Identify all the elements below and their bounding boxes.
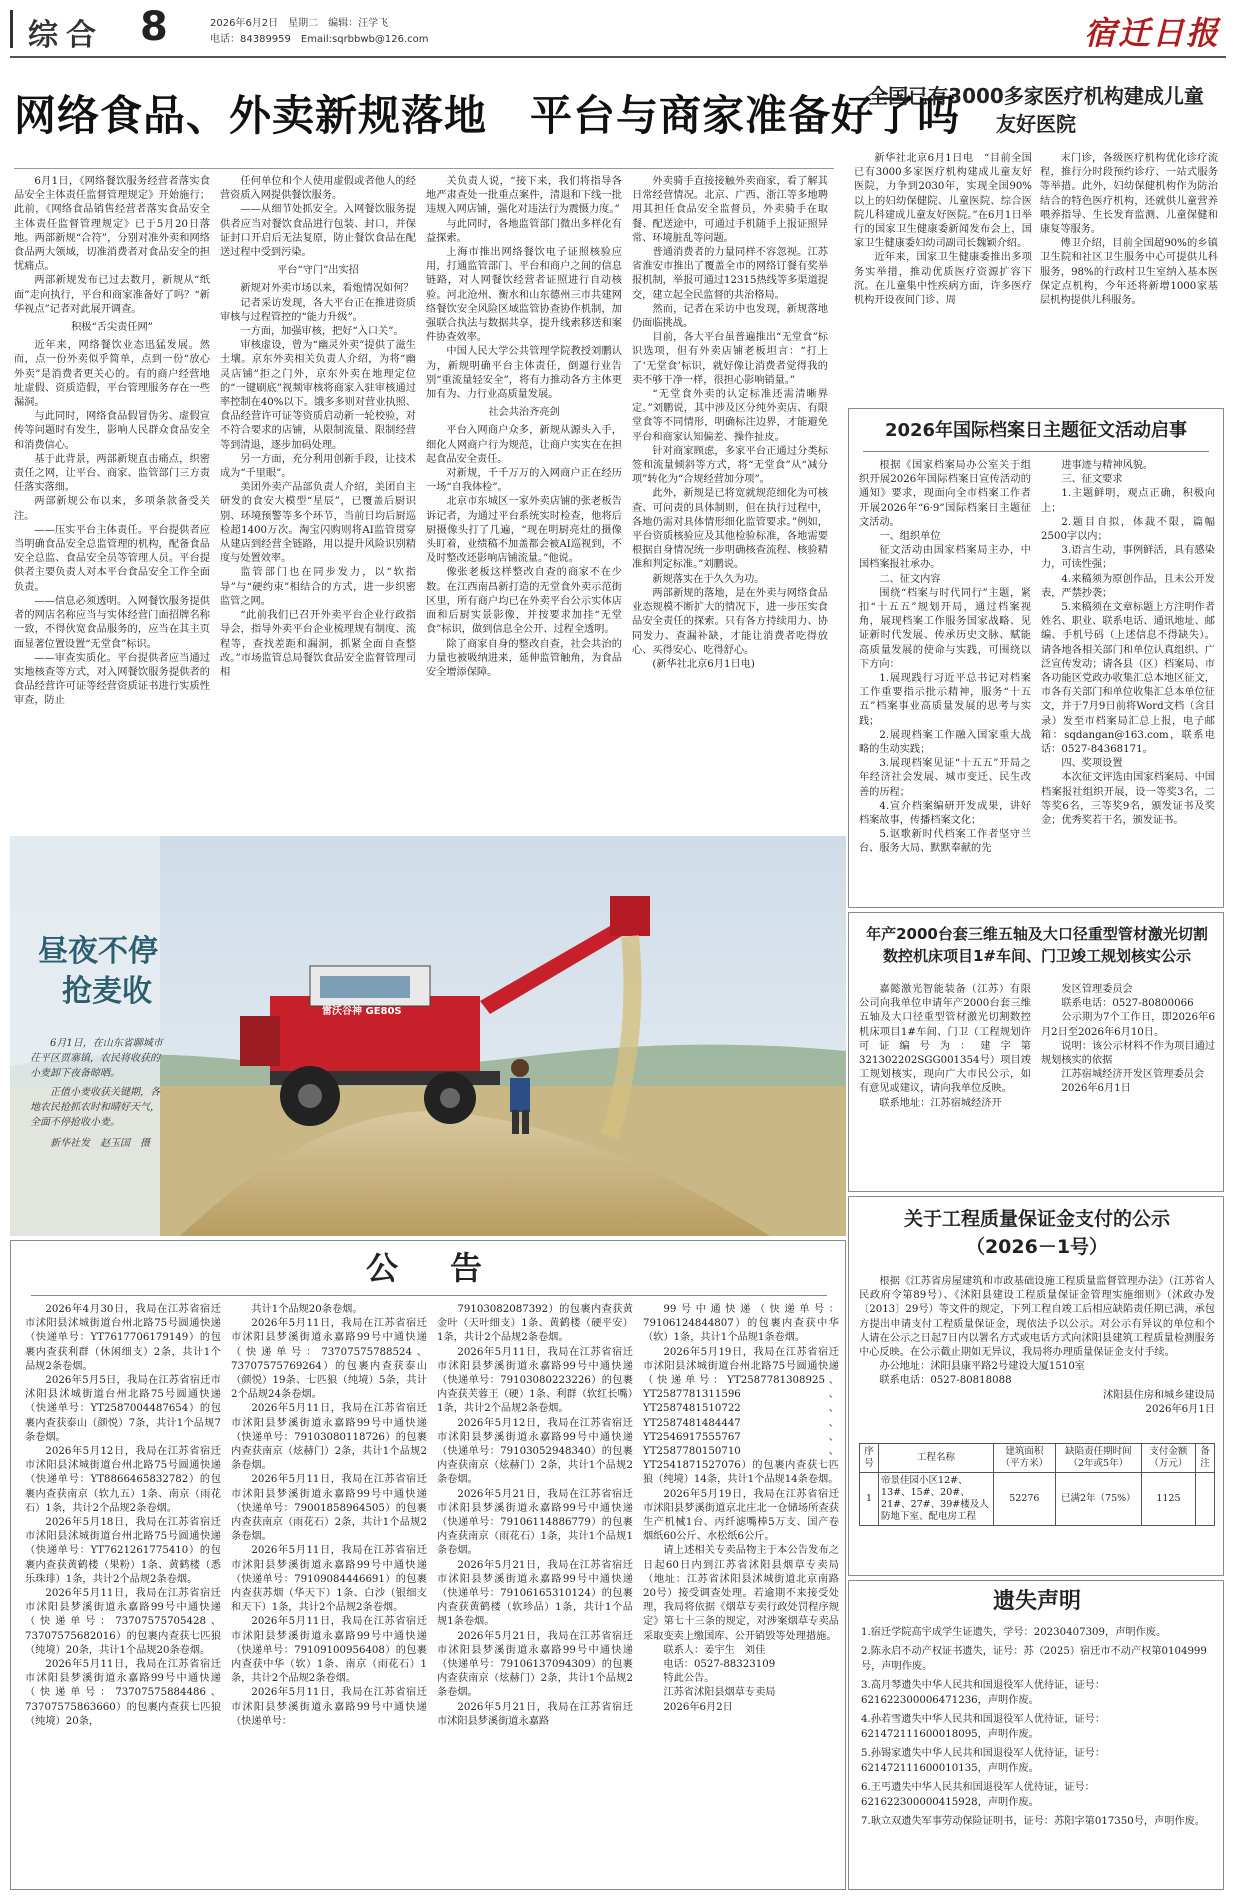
paragraph: 3.语言生动，事例鲜活，具有感染力，可读性强； [1041,545,1215,571]
paragraph: 联系电话：0527-80800066 [1061,998,1194,1010]
paragraph: “此前我们已召开外卖平台企业行政指导会，指导外卖平台企业梳理规有制度、流程等，查找差距和漏洞，抓紧全面自查整改。”市场监管总局餐饮食品安全监督管理司相 [220,610,416,678]
photo-caption-2: 正值小麦收获关键期，各地农民抢抓农时和晴好天气，全面不停抢收小麦。 [30,1087,160,1128]
masthead-logo: 宿迁日报 [1083,14,1220,52]
photo-credit: 新华社发 赵玉国 摄 [50,1138,150,1149]
photo-heading-1: 昼夜不停 [38,934,158,969]
table-cell: 1125 [1141,1473,1195,1526]
header-left-bracket [10,10,16,48]
header-date-line: 2026年6月2日 星期二 编辑：汪学飞 [210,18,389,29]
paragraph: 一方面，加强审核，把好“入口关”。 [240,326,404,338]
paragraph: 另一方面，充分利用创新手段，让技术成为“千里眼”。 [220,453,416,480]
table-header-cell: 备注 [1195,1444,1214,1473]
guarantee-box [848,1196,1224,1576]
paragraph: 发区管理委员会 [1061,984,1133,995]
table-cell: 已满2年（75%） [1055,1473,1141,1526]
paragraph: 联系地址：江苏宿城经济开 [879,1097,1002,1109]
paragraph: ——压实平台主体责任。平台提供者应当明确食品安全总监管理的机构，配备食品安全总监、食品安全员等管理人员。平台提供者主要负责人对本平台食品安全工作全面负责。 [14,524,210,593]
paragraph: 说明：该公示材料不作为项目通过规划核实的依据 [1041,1040,1215,1067]
paragraph: 基于此背景，两部新规直击痛点，织密责任之网，让平台、商家、监管部门三方责任落实落细。 [14,453,210,494]
paragraph: 近年来，国家卫生健康委推出多项务实举措，推动优质医疗资源扩容下沉。在儿童集中性疾病方面，许多医疗机构开设夜间门诊、周 [854,252,1032,307]
paragraph: “无堂食外卖的认定标准还需清晰界定。”刘鹏说，其中涉及区分纯外卖店、有限堂食等不同情形，明确标注边界，才能避免平台和商家认知偏差、操作扯皮。 [632,389,828,443]
paragraph: 共计1个品规20条卷烟。 [251,1304,363,1315]
gonggao-col-4 [643,1303,839,1883]
paragraph: 6月1日，《网络餐饮服务经营者落实食品安全主体责任监督管理规定》开始施行；此前，《网络食品销售经营者落实食品安全主体责任监督管理规定》已于5月20日落地。两部新规“合符”，分别对准外卖和网络食品两大领域，切准消费者对食品安全的担忧痛点。 [14,176,210,273]
paragraph: 像张老板这样整改自查的商家不在少数。在江西南昌新打造的无堂食外卖示范街区里，所有商户均已在外卖平台公示实体店面和后厨实景影像，并按要求加挂“无堂食”标识，做到信息全公开、过程全透明。 [426,567,622,636]
table-row [860,1473,1215,1526]
paragraph: 根据《国家档案局办公室关于组织开展2026年国际档案日宣传活动的通知》要求，现面向全市档案工作者开展2026年“6·9”国际档案日主题征文活动。 [859,460,1031,528]
paragraph: 2026年5月11日，我局在江苏省宿迁市沭阳县梦溪街道永嘉路99号中通快递（快递单号：79109084446691）的包裹内查获苏烟（华天下）1条、白沙（银细支和天下）1条，共计2个品规2条卷烟。 [231,1545,427,1614]
paragraph: 中国人民大学公共管理学院教授刘鹏认为，新规明确平台主体责任，倒逼行业告别“重流量轻安全”，将有力推动各方主体更加有为、力行业高质量发展。 [426,346,622,401]
paragraph: 任何单位和个人使用虚假或者他人的经营资质入网提供餐饮服务。 [220,176,416,202]
paragraph: 外卖骑手直接接触外卖商家，看了解其日常经营情况。北京、广西、浙江等多地聘用其担任食品安全监督员，外卖骑手在取餐、配送途中，可通过手机随手上报证照异常、环境脏乱等问题。 [632,176,828,244]
paragraph: 此外，新规是已将宽就规范细化为可核查、可问责的具体制则，但在执行过程中，各地仍需对具体情形细化监管要求。”例如，平台资质核验应及其他检验标准，各地需要根据自身情况统一步明确核查流程、核验精准和判定标准。”刘鹏说。 [632,488,828,571]
paragraph: 两部新规公布以来，多项条款备受关注。 [14,496,210,522]
table-cell: 1 [860,1473,879,1526]
machine-notice-col-1 [859,983,1031,1183]
photo-caption-1: 6月1日，在山东省聊城市茌平区贾寨镇，农民将收获的小麦卸下夜备晾晒。 [30,1038,163,1079]
paragraph: 2026年5月19日，我局在江苏省宿迁市沭阳县梦溪街道京北庄北一仓储场所查获生产机械1台、丙纤滤嘴棒5万支、国产卷烟纸60公斤、水松纸6公斤。 [643,1488,839,1543]
guarantee-table-wrap [859,1443,1215,1526]
paragraph: 美团外卖产品部负责人介绍，美团自主研发的食安大模型“星辰”，已覆盖后厨识别、环境预警等多个环节，当前日均后厨巡检超1400万次。淘宝闪购则将AI监管贯穿从建店到经营全链路，用以提升风险识别精度与处置效率。 [220,482,416,565]
paragraph: 2026年5月12日，我局在江苏省宿迁市沭阳县沭城街道台州北路75号圆通快递（快递单号：YT8866465832782）的包裹内查获南京（软九五）1条、南京（雨花石）1条，共计2个品规2条卷烟。 [25,1446,221,1514]
paragraph: 联系人：姜宇生 刘佳 [663,1644,766,1656]
paragraph: 近年来，网络餐饮业态迅猛发展。然而，点一份外卖似乎简单，点到一份“放心外卖”是消费者更关心的。有的商户经营地址虚假、资质造假，平台管理服务存在一些漏洞。 [14,340,210,409]
gonggao-col-1 [25,1303,221,1883]
paragraph: 4.来稿须为原创作品，且未公开发表，严禁抄袭； [1041,573,1215,599]
paragraph: 然而，记者在采访中也发现，新规落地仍面临挑战。 [632,303,828,330]
archive-box [848,408,1224,908]
table-cell [1195,1473,1214,1526]
paragraph: 2.展现档案工作融入国家重大战略的生动实践； [859,729,1031,756]
guarantee-title-2: （2026－1号） [965,1236,1109,1258]
paragraph: 征文活动由国家档案局主办，中国档案报社承办。 [859,545,1031,571]
guarantee-sign-1: 沭阳县住房和城乡建设局 [1102,1389,1215,1401]
paragraph: 审核虚设，曾为“幽灵外卖”提供了滋生土壤。京东外卖相关负责人介绍，为将“幽灵店铺”拒之门外，京东外卖在地理定位的“一键刷底”视频审核将商家入驻审核通过率控制在40%以下。饿多多则对营业执照、食品经营许可证等资质启动新一轮校验，对不符合要求的店铺，从限制流量、限制经营等到清退，逐步加码处理。 [220,340,416,451]
gonggao-col-3 [437,1303,633,1883]
table-cell: 52276 [994,1473,1056,1526]
table-header-cell: 建筑面积（平方米） [994,1444,1056,1473]
paragraph: 新规对外卖市场以来，看炮情况如何？ [240,283,414,295]
paragraph: 与此同时，网络食品假冒伪劣、虚假宣传等问题时有发生，影响人民群众食品安全和消费信心。 [14,411,210,451]
paragraph: 平台“守门”出实招 [277,265,359,277]
paragraph: 3.展现档案见证“十五五”开局之年经济社会发展、城市变迁、民生改善的历程； [859,758,1031,798]
photo-caption [30,1036,165,1151]
paragraph: 2026年6月2日 [663,1701,733,1713]
paragraph: 2026年5月21日，我局在江苏省宿迁市沭阳县梦溪街道永嘉路99号中通快递（快递单号：79106114886779）的包裹内查获南京（雨花石）1条，共计1个品规1条卷烟。 [437,1488,633,1557]
paragraph: 2026年5月11日，我局在江苏省宿迁市沭阳县梦溪街道永嘉路99号中通快递（快递单号：73707575884486、73707575863660）的包裹内查获七匹狼（纯境）20条， [25,1659,221,1727]
paragraph: 99号中通快递（快递单号：79106124844807）的包裹内查获中华（软）1条，共计1个品规1条卷烟。 [643,1304,839,1344]
lost-box [848,1580,1224,1890]
paragraph: 2026年5月11日，我局在江苏省宿迁市沭阳县梦溪街道永嘉路99号中通快递（快递单号：79103080118726）的包裹内查获南京（炫赫门）2条，共计1个品规2条卷烟。 [231,1403,427,1472]
lead-column-3 [426,175,622,830]
guarantee-table [859,1443,1215,1526]
paragraph: 请上述相关专卖品物主于本公告发布之日起60日内到江苏省沭阳县烟草专卖局（地址：江苏省沭阳县沭城街道北京南路20号）接受调查处理。若逾期不来接受处理，我局将依据《烟草专卖行政处罚程序规定》第七十三条的规定，对涉案烟草专卖品采取变卖上缴国库、公开销毁等处理措施。 [643,1545,839,1642]
paragraph: 北京市东城区一家外卖店铺的张老板告诉记者，为通过平台系统实时检查，他将后厨摄像头打了几遍，“现在明厨亮灶的摄像头盯着，业绩稿不加盖都会被AI巡视到，不及时整改还影响店铺流量。”他说。 [426,496,622,565]
guarantee-body [859,1275,1215,1417]
page-number: 8 [140,4,168,50]
kids-hospital-col-1 [854,152,1032,402]
gonggao-col-2 [231,1303,427,1883]
table-header-cell: 支付金额（万元） [1141,1444,1195,1473]
paragraph: 积极“舌尖责任网” [71,322,153,334]
list-item: 4.孙若雪遗失中华人民共和国退役军人优待证，证号：621472111600018095，声明作废。 [861,1714,1106,1740]
paragraph: 傅卫介绍，目前全国超90%的乡镇卫生院和社区卫生服务中心可提供儿科服务，98%的行政村卫生室纳入基本医保定点机构，今年还将新增1000家基层机构提供儿科服务。 [1040,238,1218,307]
paragraph: 上海市推出网络餐饮电子证照核验应用，打通监管部门、平台和商户之间的信息链路，对人网餐饮经营者证照进行自动核验。河北沧州、衡水和山东德州三市共建网络餐饮安全风险区域监管协查协作机制，加强联合执法与数据共享，提升线索移送和案件协查效率。 [426,247,622,344]
paragraph: 4.宣介档案编研开发成果，讲好档案故事，传播档案文化； [859,800,1031,827]
paragraph: 2026年4月30日，我局在江苏省宿迁市沭阳县沭城街道台州北路75号圆通快递（快递单号：YT7617706179149）的包裹内查获利群（休闲细支）2条，共计1个品规2条卷烟。 [25,1304,221,1372]
kids-hospital-box [848,70,1224,405]
kids-hospital-col-2 [1040,152,1218,402]
machine-notice-title: 年产2000台套三维五轴及大口径重型管材激光切割数控机床项目1#车间、门卫竣工规划核实公示 [866,925,1208,965]
paragraph: 二、征文内容 [879,573,941,585]
paragraph: 2026年5月11日，我局在江苏省宿迁市沭阳县梦溪街道永嘉路99号中通快递（快递单号：73707575788524、73707575769264）的包裹内查获泰山（颜悦）19条、七匹狼（纯境）5条，共计2个品规24条卷烟。 [231,1318,427,1401]
guarantee-text: 根据《江苏省房屋建筑和市政基础设施工程质量监督管理办法》（江苏省人民政府令第89号）、《沭阳县建设工程质量保证金管理实施细则》（沭政办发〔2013〕29号）等文件的规定，下列工程自竣工后相应缺陷责任期已满，承包方提出申请支付工程质量保证金，现依法予以公示。对公示有异议的单位和个人请在公示之日起7日内以署名方式或电话方式向沭阳县建筑工程质量检测服务中心反映。在公示截止期如无异议，我局将办理质量保证金支付手续。 [859,1276,1215,1359]
list-item: 1.宿迁学院高宇成学生证遗失，学号：20230407309，声明作废。 [861,1627,1167,1638]
lost-title: 遗失声明 [992,1589,1081,1614]
paragraph: 2026年5月5日，我局在江苏省宿迁市沭阳县沭城街道台州北路75号圆通快递（快递单号：YT2587004487654）的包裹内查获泰山（颜悦）7条，共计1个品规7条卷烟。 [25,1375,221,1443]
paragraph: 2026年5月21日，我局在江苏省宿迁市沭阳县梦溪街道永嘉路99号中通快递（快递单号：79106137094309）的包裹内查获南京（炫赫门）2条，共计1个品规2条卷烟。 [437,1630,633,1699]
headline-rule [14,168,834,169]
paragraph: 2.题目自拟，体裁不限，篇幅2500字以内； [1041,516,1215,543]
paragraph: 四、奖项设置 [1061,758,1123,770]
paragraph: ——从细节处抓安全。入网餐饮服务提供者应当对餐饮食品进行包装、封口，并保证封口开启后无法复原，防止餐饮食品在配送过程中受到污染。 [220,204,416,259]
paragraph: (新华社北京6月1日电) [652,658,755,670]
paragraph: 79103082087392）的包裹内查获黄金叶（天叶细支）1条、黄鹤楼（硬平安）1条，共计2个品规2条卷烟。 [437,1304,633,1344]
paragraph: 江苏宿城经济开发区管理委员会 [1061,1069,1205,1081]
archive-title-rule [863,451,1209,452]
gonggao-title-rule [31,1295,827,1296]
paragraph: 三、征文要求 [1061,474,1123,486]
paragraph: 江苏省沭阳县烟草专卖局 [663,1687,776,1699]
paragraph: 普通消费者的力量同样不容忽视。江苏省淮安市推出了覆盖全市的网络订餐有奖举报机制，举报可通过12315热线等多渠道提交，建立起全民监督的共治格局。 [632,247,828,301]
paragraph: 两部新规发布已过去数月，新规从“纸面”走向执行，平台和商家准备好了吗？“新华视点”记者对此展开调查。 [14,275,210,315]
lost-items [861,1625,1213,1833]
section-name: 综合 [28,18,104,53]
paragraph: 5.来稿须在文章标题上方注明作者姓名、职业、联系电话、通讯地址、邮编、手机号码（上述信息不得缺失）。请各地各相关部门和单位认真组织、广泛宣传发动；请各县（区）档案局、市各功能区党政办收集汇总本地区征文，市各有关部门和单位收集汇总本单位征文，并于7月9日前将Word文档（含目录）发至市档案局汇总上报，电子邮箱：sqdangan@163.com，联系电话：0527-84368171。 [1041,602,1215,756]
archive-col-2 [1041,459,1215,903]
gonggao-title: 公 告 [365,1249,492,1287]
photo-combine-label: 雷沃谷神 GE80S [322,1006,402,1017]
paragraph: 1.主题鲜明，观点正确，积极向上； [1041,488,1215,514]
paragraph: 2026年5月12日，我局在江苏省宿迁市沭阳县梦溪街道永嘉路99号中通快递（快递单号：79103052948340）的包裹内查获南京（炫赫门）2条，共计1个品规2条卷烟。 [437,1417,633,1486]
paragraph: 与此同时，各地监管部门微出多样化有益探索。 [426,218,622,244]
lead-headline: 网络食品、外卖新规落地 平台与商家准备好了吗 [14,91,961,140]
paragraph: 社会共治齐亮剑 [488,407,560,419]
paragraph: 新规落实在于久久为功。 [652,573,765,585]
gonggao-box [10,1240,846,1890]
table-cell: 帝景佳园小区12#、13#、15#、20#、21#、27#、39#楼及人防地下室、配电房工程 [879,1473,994,1526]
paragraph: 2026年5月18日，我局在江苏省宿迁市沭阳县沭城街道台州北路75号圆通快递（快递单号：YT7621261775410）的包裹内查获黄鹤楼（果粉）1条、黄鹤楼（悉乐珠琲）1条，共计2个品规2条卷烟。 [25,1517,221,1585]
paragraph: 围绕“档案与时代同行”主题，紧扣“十五五”规划开局，通过档案视角，展现档案工作服务国家战略、见证新时代发展、传承历史文脉、赋能高质量发展的使命与实践，可围绕以下方向： [859,587,1031,670]
paragraph: 2026年5月11日，我局在江苏省宿迁市沭阳县梦溪街道永嘉路99号中通快递（快递单号： [231,1687,427,1727]
paragraph: 2026年5月11日，我局在江苏省宿迁市沭阳县梦溪街道永嘉路99号中通快递（快递单号：79103080223226）的包裹内查获芙蓉王（硬）1条、利群（软红长嘴）1条，共计2个品规2条卷烟。 [437,1346,633,1415]
paragraph: 关负责人说，“接下来，我们将指导各地严肃查处一批重点案件，清退和下线一批违规入网店铺，强化对违法行为震慑力度。” [426,176,622,216]
guarantee-table-header [860,1444,1215,1473]
paragraph: 目前，各大平台虽普遍推出“无堂食”标识选项，但有外卖店铺老板坦言：“打上了‘无堂食’标识，就好像让消费者觉得我的卖不够干净一样，很担心影响销量。” [632,332,828,386]
photo-story [10,836,846,1236]
paragraph: 嘉懿激光智能装备（江苏）有限公司向我单位申请年产2000台套三维五轴及大口径重型管材激光切割数控机床项目1#车间、门卫（工程规划许可证编号为：建字第321302202SGG001354号）项目竣工规划核实，现向广大市民公示，如有意见或建议，请向我单位反映。 [859,984,1031,1095]
archive-title: 2026年国际档案日主题征文活动启事 [884,420,1188,441]
paragraph: 监管部门也在同步发力，以“软指导”与“硬约束”相结合的方式，进一步织密监管之网。 [220,567,416,607]
lead-column-2 [220,175,416,830]
table-header-cell: 缺陷责任期时间（2年或5年） [1055,1444,1141,1473]
paragraph: 记者采访发现，各大平台正在推进资质审核与过程管控的“能力升级”。 [220,297,416,323]
guarantee-phone: 联系电话：0527-80818088 [879,1375,1012,1387]
guarantee-sign-2: 2026年6月1日 [1145,1403,1215,1415]
paragraph: 2026年5月11日，我局在江苏省宿迁市沭阳县梦溪街道永嘉路99号中通快递（快递单号：73707575705428、73707575682016）的包裹内查获七匹狼（纯境）20条，共计1个品规20条卷烟。 [25,1588,221,1656]
machine-notice-col-2 [1041,983,1215,1183]
list-item: 6.王丐遗失中华人民共和国退役军人优待证，证号：621622300000415928，声明作废。 [861,1782,1095,1808]
paragraph: ——信息必须透明。入网餐饮服务提供者的网店名称应当与实体经营门面招牌名称一致，不得伙宽食品服务的，应当在其主页面显著位置设置“无堂食”标识。 [14,595,210,650]
machine-notice-box [848,912,1224,1192]
photo-heading-2: 抢麦收 [62,974,152,1009]
paragraph: 进事迹与精神风貌。 [1061,460,1154,471]
guarantee-office: 办公地址：沭阳县康平路2号建设大厦1510室 [879,1361,1085,1373]
list-item: 5.孙锡家遗失中华人民共和国退役军人优待证，证号：621472111600010135，声明作废。 [861,1748,1106,1774]
paragraph: 2026年5月21日，我局在江苏省宿迁市沭阳县梦溪街道永嘉路99号中通快递（快递单号：79106165310124）的包裹内查获黄鹤楼（软珍品）1条，共计1个品规1条卷烟。 [437,1559,633,1628]
list-item: 7.耿立双遗失军事劳动保险证明书，证号：苏阳字第017350号，声明作废。 [861,1816,1206,1827]
paragraph: 新华社北京6月1日电 “目前全国已有3000多家医疗机构建成儿童友好医院，力争到2030年，实现全国90%以上的妇幼保健院、儿童医院、综合医院儿科建成儿童友好医院。”在6月1日举行的国家卫生健康委新闻发布会上，国家卫生健康委妇幼司副司长魏颖介绍。 [854,153,1032,250]
header-contact-line: 电话：84389959 Email:sqrbbwb@126.com [210,34,429,45]
lead-column-1 [14,175,210,830]
paragraph: ——审查实质化。平台提供者应当通过实地核查等方式，对入网餐饮服务提供者的食品经营许可证等经营资质证书进行实质性审查，防止 [14,652,210,707]
paragraph: 除了商家自身的整改自查，社会共治的力量也被吸纳进来，延伸监管触角，为食品安全增添保障。 [426,638,622,678]
paragraph: 公示期为7个工作日，即2026年6月2日至2026年6月10日。 [1041,1012,1215,1038]
paragraph: 2026年5月21日，我局在江苏省宿迁市沭阳县梦溪街道永嘉路 [437,1701,633,1727]
list-item: 2.陈永启不动产权证书遗失，证号：苏（2025）宿迁市不动产权第0104999号，声明作废。 [861,1646,1207,1672]
paragraph: 一、组织单位 [879,531,941,543]
guarantee-title [855,1205,1219,1261]
guarantee-title-1: 关于工程质量保证金支付的公示 [903,1208,1170,1230]
paragraph: 2026年5月19日，我局在江苏省宿迁市沭阳县沭城街道台州北路75号圆通快递（快递单号：YT2587781308925、YT2587781311596、YT2587481510722、YT2587481484447、YT2546917555767、YT2587780150710、YT2541871527076）的包裹内查获七匹狼（纯境）14条，共计1个品规14条卷烟。 [643,1346,839,1486]
list-item: 3.高月琴遗失中华人民共和国退役军人优待证，证号：621622300006471236，声明作废。 [861,1680,1106,1706]
kids-hospital-title: 全国已有3000多家医疗机构建成儿童友好医院 [868,84,1204,136]
paragraph: 针对商家顾虑，多家平台正通过分类标签和流量倾斜等方式，将“无堂食”从“减分项”转化为“合规经营加分项”。 [632,445,828,486]
paragraph: 平台入网商户众多，新规从源头入手，细化人网商户行为规范，让商户实实在在担起食品安全责任。 [426,425,622,465]
paragraph: 5.讴歌新时代档案工作者坚守兰台、服务大局、默默奉献的先 [859,829,1031,855]
paragraph: 两部新规的落地，是在外卖与网络食品业态规模不断扩大的情况下，进一步压实食品安全责任的探索。只有各方持续用力、协同发力、查漏补缺，才能让消费者吃得放心、买得安心、吃得舒心。 [632,587,828,656]
paragraph: 本次征文评选由国家档案局、中国档案报社组织开展，设一等奖3名，二等奖6名，三等奖9名，颁发证书及奖金；优秀奖若干名，颁发证书。 [1041,772,1215,827]
paragraph: 电话：0527-88323109 [663,1659,776,1671]
lead-column-4 [632,175,828,830]
archive-col-1 [859,459,1031,903]
page-header [10,4,1226,53]
paragraph: 2026年5月11日，我局在江苏省宿迁市沭阳县梦溪街道永嘉路99号中通快递（快递单号：79001858964505）的包裹内查获南京（雨花石）2条，共计1个品规2条卷烟。 [231,1474,427,1543]
table-header-cell: 工程名称 [879,1444,994,1473]
paragraph: 2026年6月1日 [1061,1083,1131,1095]
header-divider [10,56,1226,58]
paragraph: 2026年5月11日，我局在江苏省宿迁市沭阳县梦溪街道永嘉路99号中通快递（快递单号：79109100956408）的包裹内查获中华（软）1条、南京（雨花石）1条，共计2个品规2条卷烟。 [231,1616,427,1685]
paragraph: 对新规，千千万万的入网商户正在经历一场“自我体检”。 [426,468,622,494]
paragraph: 1.展现践行习近平总书记对档案工作重要指示批示精神，服务“十五五”档案事业高质量发展的思考与实践； [859,673,1031,727]
paragraph: 特此公告。 [663,1673,715,1685]
paragraph: 末门诊，各级医疗机构优化诊疗流程，推行分时段预约诊疗、一站式服务等举措。此外，妇幼保健机构作为防治结合的特色医疗机构，还就供儿童营养喂养指导、生长发育监测、儿童保健和康复等服务。 [1040,153,1218,236]
table-header-cell: 序号 [860,1444,879,1473]
